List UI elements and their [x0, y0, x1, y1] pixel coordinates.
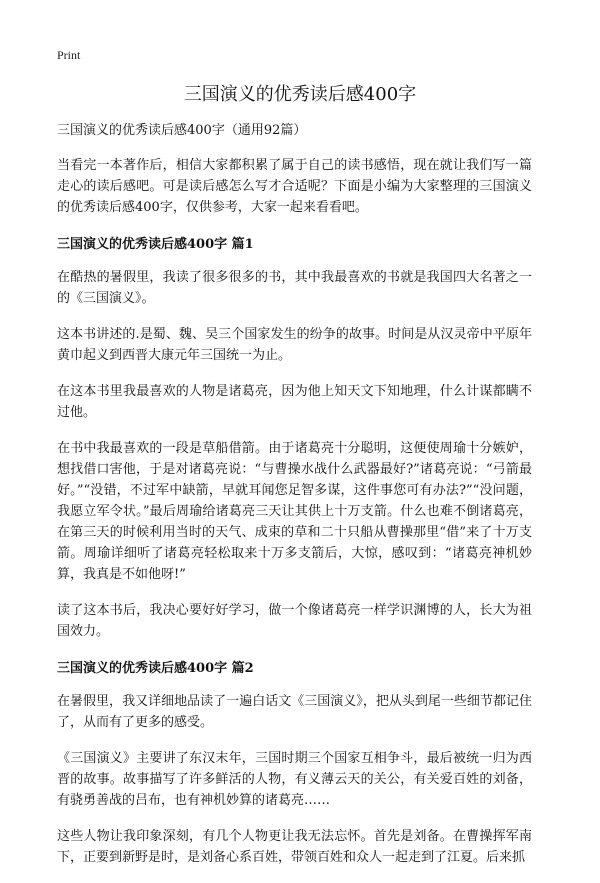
document-title: 三国演义的优秀读后感400字 — [183, 84, 417, 105]
document-subtitle: 三国演义的优秀读后感400字（通用92篇） — [57, 123, 307, 138]
paragraph: 在酷热的暑假里，我读了很多很多的书，其中我最喜欢的书就是我国四大名著之一的《三国演义》。 — [57, 270, 532, 306]
paragraph: 《三国演义》主要讲了东汉末年，三国时期三个国家互相争斗，最后被统一归为西晋的故事。故事描写了许多鲜活的人物，有义薄云天的关公，有关爱百姓的刘备，有骁勇善战的吕布，也有神机妙算的诸葛亮…… — [57, 751, 532, 808]
paragraph: 在暑假里，我又详细地品读了一遍白话文《三国演义》，把从头到尾一些细节都记住了，从而有了更多的感受。 — [57, 694, 532, 730]
intro-paragraph: 当看完一本著作后，相信大家都积累了属于自己的读书感悟，现在就让我们写一篇走心的读后感吧。可是读后感怎么写才合适呢？下面是小编为大家整理的三国演义的优秀读后感400字，仅供参考，大家一起来看看吧。 — [57, 158, 532, 215]
print-link[interactable]: Print — [57, 48, 81, 62]
paragraph: 在书中我最喜欢的一段是草船借箭。由于诸葛亮十分聪明，这便使周瑜十分嫉妒，想找借口害他，于是对诸葛亮说：“与曹操水战什么武器最好?”诸葛亮说：“弓箭最好。”“没错，不过军中缺箭，早就耳闻您足智多谋，这件事您可有办法?”“没问题，我愿立军令状。”最后周瑜给诸葛亮三天让其供上十万支箭。什么也难不倒诸葛亮，在第三天的时候利用当时的天气、成束的草和二十只船从曹操那里“借”来了十万支箭。周瑜详细听了诸葛亮轻松取来十万多支箭后，大惊，感叹到：“诸葛亮神机妙算，我真是不如他呀!” — [57, 441, 532, 582]
section-heading: 三国演义的优秀读后感400字 篇1 — [57, 237, 254, 252]
paragraph: 在这本书里我最喜欢的人物是诸葛亮，因为他上知天文下知地理，什么计谋都瞒不过他。 — [57, 384, 532, 420]
section-heading: 三国演义的优秀读后感400字 篇2 — [57, 661, 254, 676]
document-body — [57, 122, 532, 883]
paragraph: 这本书讲述的.是蜀、魏、吴三个国家发生的纷争的故事。时间是从汉灵帝中平原年黄巾起义到西晋大康元年三国统一为止。 — [57, 327, 532, 363]
paragraph: 读了这本书后，我决心要好好学习，做一个像诸葛亮一样学识渊博的人，长大为祖国效力。 — [57, 603, 532, 639]
paragraph: 这些人物让我印象深刻，有几个人物更让我无法忘怀。首先是刘备。在曹操挥军南下，正要到新野是时，是刘备心系百姓，带领百姓和众人一起走到了江夏。后来抓 — [57, 829, 532, 865]
